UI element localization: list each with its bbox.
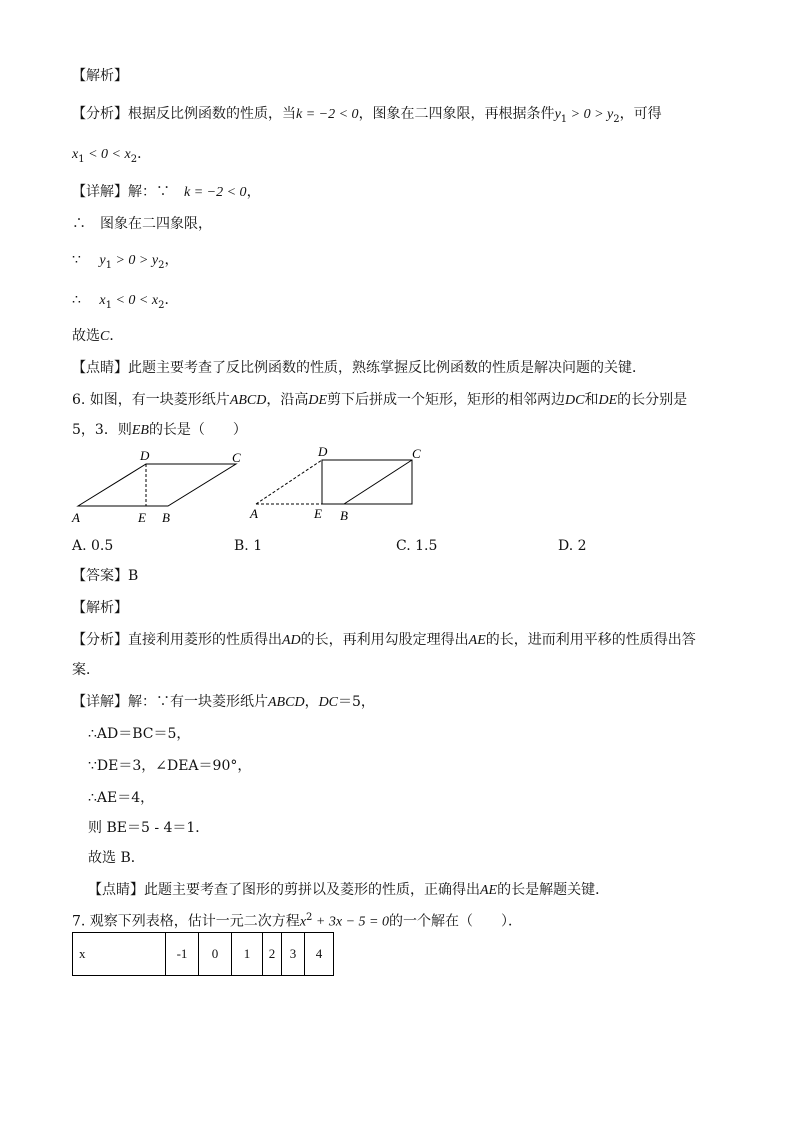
table-cell: 1 xyxy=(232,933,263,976)
option-d: D. 2 xyxy=(558,538,587,554)
q6-stem-line-1: 6. 如图，有一块菱形纸片ABCD，沿高DE剪下后拼成一个矩形，矩形的相邻两边DC和DE的长分别是 xyxy=(72,392,688,408)
q6-detail-line-1: 【详解】解：∵有一块菱形纸片ABCD，DC＝5， xyxy=(72,694,375,710)
cut-line xyxy=(344,460,412,504)
label-d: D xyxy=(140,448,150,463)
label-b2: B xyxy=(340,508,348,523)
table-cell: 4 xyxy=(305,933,334,976)
table-cell: -1 xyxy=(166,933,199,976)
label-e: E xyxy=(138,510,146,525)
label-d2: D xyxy=(318,444,328,459)
q7-stem: 7. 观察下列表格，估计一元二次方程$x^2 + 3x - 5 = 0$的一个解在（ ）． xyxy=(72,912,522,930)
analysis-line-1: 【分析】根据反比例函数的性质，当k = −2 < 0，图象在二四象限，再根据条件$y_1 > 0 > y_2$，可得 xyxy=(72,106,662,125)
q6-analysis-line-1: 【分析】直接利用菱形的性质得出AD的长，再利用勾股定理得出AE的长，进而利用平移的性质得出答 xyxy=(72,632,696,648)
label-a2: A xyxy=(250,506,258,521)
detail-line-5: 故选C． xyxy=(72,328,124,344)
detail-line-3: ∵ $y_1 > 0 > y_2$， xyxy=(72,252,179,271)
label-c2: C xyxy=(412,446,421,461)
analysis-line-2: $x_1 < 0 < x_2$． xyxy=(72,146,152,165)
rectangle-figure xyxy=(244,444,430,526)
detail-line-4: ∴ $x_1 < 0 < x_2$． xyxy=(72,292,179,311)
q6-jiexi-heading: 【解析】 xyxy=(72,600,128,616)
table-cell: 0 xyxy=(199,933,232,976)
table-row xyxy=(73,933,334,976)
option-a: A. 0.5 xyxy=(72,538,114,554)
label-b: B xyxy=(162,510,170,525)
rhombus-shape xyxy=(78,464,236,506)
q6-detail-step-2: ∵DE＝3，∠DEA＝90°， xyxy=(88,758,252,774)
detail-line-2: ∴ 图象在二四象限， xyxy=(72,216,212,232)
value-table xyxy=(72,932,334,976)
jiexi-heading: 【解析】 xyxy=(72,68,128,84)
answer-line: 【答案】B xyxy=(72,568,139,584)
comment-line: 【点睛】此题主要考查了反比例函数的性质，熟练掌握反比例函数的性质是解决问题的关键． xyxy=(72,360,646,376)
label-e2: E xyxy=(314,506,322,521)
table-cell: 2 xyxy=(263,933,282,976)
q6-detail-step-5: 故选 B． xyxy=(88,850,145,866)
table-cell: x xyxy=(73,933,166,976)
table-cell: 3 xyxy=(282,933,305,976)
q6-analysis-line-2: 案． xyxy=(72,662,100,678)
option-b: B. 1 xyxy=(234,538,263,554)
label-a: A xyxy=(72,510,80,525)
rhombus-figure xyxy=(64,446,264,530)
q6-detail-step-3: ∴AE＝4， xyxy=(88,790,155,806)
detail-line-1: 【详解】解：∵ k = −2 < 0， xyxy=(72,184,261,200)
option-c: C. 1.5 xyxy=(396,538,438,554)
q6-comment-line: 【点睛】此题主要考查了图形的剪拼以及菱形的性质，正确得出AE的长是解题关键． xyxy=(88,882,610,898)
dashed-ad xyxy=(256,460,322,504)
label-c: C xyxy=(232,450,241,465)
q6-detail-step-4: 则 BE＝5 - 4＝1． xyxy=(88,820,210,836)
q6-detail-step-1: ∴AD＝BC＝5， xyxy=(88,726,191,742)
rectangle-shape xyxy=(322,460,412,504)
q6-stem-line-2: 5，3．则EB的长是（ ） xyxy=(72,422,247,438)
